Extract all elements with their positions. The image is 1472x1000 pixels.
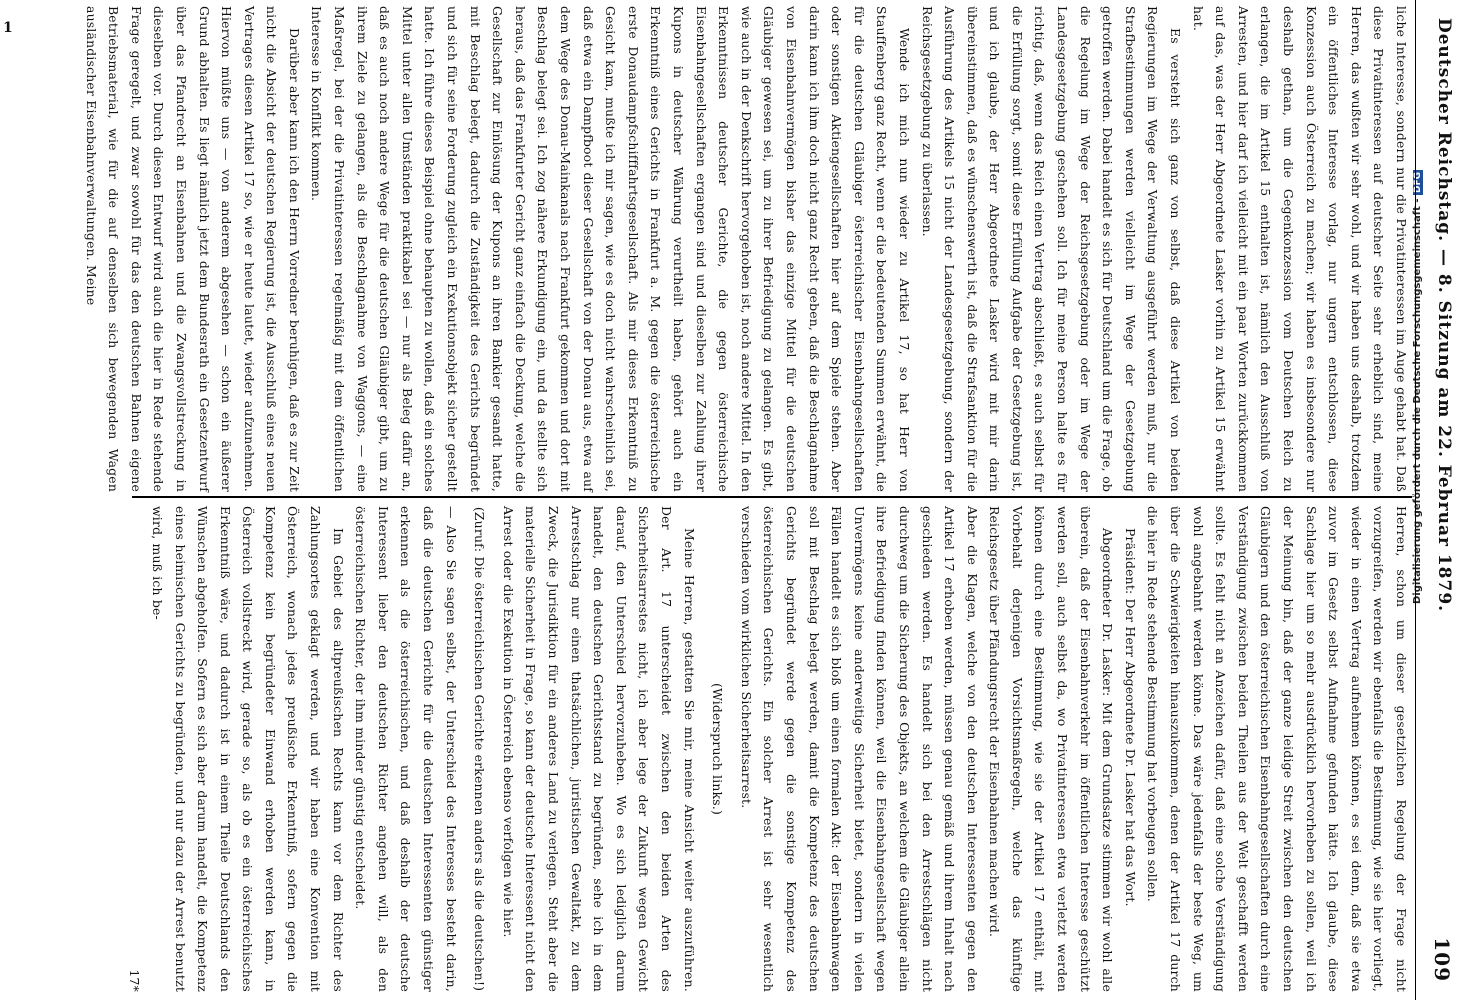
paragraph: — Also Sie sagen selbst, der Unterschied des Interesses besteht darin, daß die deutschen Gerichte für die deutschen Interessenten günstiger erkennen als die österreichischen, und daß deshalb der deutsche Interessent lieber den deutschen Richter angehen will, als den österreichischen Richter, der ihm minder günstig entscheidet. [353,506,459,992]
paragraph: (Zuruf: Die österreichischen Gerichte erkennen anders als die deutschen!) [472,506,488,992]
left-column [83,6,1412,492]
paragraph: Aber die Klagen, welche von den deutschen Interessenten gegen den Artikel 17 erhoben werden, müssen genau gemäß und ihrem Inhalt nach geschieden werden. Es handelt sich bei den Arrestschlägen nicht durchweg um die Sicherung des Objekts, an welchem die Gläubiger allein ihre Befriedigung finden können, weil die Eisenbahngesellschaft wegen Unvermögens keine anderweitige Sicherheit bietet, sondern in vielen Fällen handelt es sich bloß um einen formalen Akt: der Eisenbahnwagen soll mit Beschlag belegt werden, damit die Kompetenz des deutschen Gerichts begründet werde gegen die sonstige Kompetenz des österreichischen Gerichts. Ein solcher Arrest ist sehr wesentlich verschieden vom wirklichen Sicherheitsarrest. [738,506,980,992]
paragraph: Wende ich mich nun wieder zu Artikel 17, so hat Herr von Stauffenberg ganz Recht, wenn er die bedeutenden Summen erwähnt, die für die deutschen Gläubiger österreichischer Eisenbahngesellschaften oder sonstigen Aktiengesellschaften hier auf dem Spiele stehen. Aber darin kann ich ihm doch nicht ganz Recht geben, daß die Beschlagnahme von Eisenbahnvermögen bisher das einzige Mittel für die deutschen Gläubiger gewesen sei, um zu ihrer Befriedigung zu gelangen. Es gibt, wie auch in der Denkschrift hervorgehoben ist, noch andere Mittel. In den Erkenntnissen deutscher Gerichte, die gegen österreichische Eisenbahngesellschaften ergangen sind und dieselben zur Zahlung ihrer Kupons in deutscher Währung verurtheilt haben, gehört auch ein Erkenntniß eines Gerichts in Frankfurt a. M. gegen die österreichische erste Donaudampfschifffahrtsgesellschaft. Als mir dieses Erkenntniß zu Gesicht kam, mußte ich mir sagen, wie es doch nicht wahrscheinlich sei, daß etwa ein Dampfboot dieser Gesellschaft von der Donau aus, etwa auf dem Wege des Donau-Mainkanals nach Frankfurt gekommen und dort mit Beschlag belegt sei. Ich zog nähere Erkundigung ein, und da stellte sich heraus, daß das Frankfurter Gericht ganz einfach die Deckung, welche die Gesellschaft zur Einlösung der Kupons an ihren Bankier gesandt hatte, mit Beschlag belegt, dadurch die Zuständigkeit des Gerichts begründet und sich für seine Forderung zugleich ein Exekutionsobjekt sicher gestellt hatte. Ich führe dieses Beispiel ohne behaupten zu wollen, daß ein solches Mittel unter allen Umständen praktikabel sei — nur als Beleg dafür an, daß es auch noch andere Wege für die deutschen Gläubiger gibt, um zu ihrem Ziele zu gelangen, als die Beschlagnahme von Waggons, — eine Maßregel, bei der die Privatinteressen regelmäßig mit dem öffentlichen Interesse in Konflikt kommen. [309,6,912,492]
column-rule [132,496,1412,498]
paragraph: liche Interesse, sondern nur die Privatinteressen im Auge gehabt hat. Daß diese Privatinteressen auf deutscher Seite sehr erheblich sind, meine Herren, das wußten wir sehr wohl, und wir haben uns deshalb, trotzdem ein öffentliches Interesse vorlag, nur ungern entschlossen, diese Konzession auch Österreich zu machen; wir haben es insbesondere nur deshalb gethan, um die Gegenkonzession vom Deutschen Reich zu erlangen, die im Artikel 15 enthalten ist, nämlich den Ausschluß von Arresten, und hier darf ich vielleicht mit ein paar Worten zurückkommen auf das, was der Herr Abgeordnete Lasker vorhin zu Artikel 15 erwähnt hat. [1190,6,1409,492]
dfg-badge: DFG [1413,171,1423,193]
paragraph: Präsident: Der Herr Abgeordnete Dr. Lasker hat das Wort. [1122,528,1138,907]
running-head [1415,0,1472,1000]
paragraph: Es versteht sich ganz von selbst, daß diese Artikel von beiden Regierungen im Wege der Verwaltung ausgeführt werden muß, nur die Strafbestimmungen werden vielleicht im Wege der Gesetzgebung getroffen werden. Dabei handelt es sich für Deutschland um die Frage, ob die Regelung im Wege der Reichsgesetzgebung oder im Wege der Landesgesetzgebung geschehen soll. Ich für meine Person halte es für richtig, daß, wenn das Reich einen Vertrag abschließt, es auch selbst für die Erfüllung sorgt, somit diese Erfüllung Aufgabe der Gesetzgebung ist, und ich glaube, der Herr Abgeordnete Lasker wird mit mir darin übereinstimmen, daß es wünschenswerth ist, daß die Strafsanktion für die Ausführung des Artikels 15 nicht der Landesgesetzgebung, sondern der Reichsgesetzgebung zu überlassen. [919,6,1184,492]
paragraph: Herren, schon um dieser gesetzlichen Regelung der Frage nicht vorzugreifen, werden wir ebenfalls die Bestimmung, wie sie hier vorliegt, wieder in einen Vertrag aufnehmen können, es sei denn, daß sie etwa zuvor im Gesetz selbst Aufnahme gefunden hätte. Ich glaube, diese Sachlage hier um so mehr ausdrücklich hervorheben zu sollen, weil ich der Meinung bin, daß der ganze leidige Streit zwischen den deutschen Gläubigern und den österreichischen Eisenbahngesellschaften durch eine Verständigung zwischen beiden Theilen aus der Welt geschafft werden sollte. Es fehlt nicht an Anzeichen dafür, daß eine solche Verständigung wohl angebahnt werden könne. Das wäre jedenfalls der beste Weg, um über die Schwierigkeiten hinauszukommen, denen der Artikel 17 durch die hier in Rede stehende Bestimmung hat vorbeugen sollen. [1145,506,1409,992]
edge-mark: 1 [3,20,13,36]
paragraph: Meine Herren, gestatten Sie mir, meine Ansicht weiter auszuführen. Der Art. 17 unterscheidet zwischen den beiden Arten des Sicherheitsarrestes nicht, ich aber lege der Zukunft wegen Gewicht darauf, den Unterschied hervorzuheben. Wo es sich lediglich darum handelt, den deutschen Gerichtsstand zu begründen, sehe ich in dem Arrestschlag nur einen thatsächlichen, juristischen Gewaltakt, zu dem Zweck, die Jurisdiktion für ein anderes Land zu verlegen. Steht aber die materielle Sicherheit in Frage, so kann der deutsche Interessent nicht den Arrest oder die Exekution in Österreich ebenso verfolgen wie hier. [500,506,697,992]
paragraph: Abgeordneter Dr. Lasker: Mit dem Grundsatze stimmen wir wohl alle überein, daß der Eisenbahnverkehr im öffentlichen Interesse geschützt werden soll, auch selbst da, wo Privatinteressen etwa verletzt werden können durch eine Bestimmung, wie sie der Artikel 17 enthält, mit Vorbehalt derjenigen Vorsichtsmaßregeln, welche das künftige Reichsgesetz über Pfändungsrecht der Eisenbahnen machen wird. [987,506,1116,992]
running-head-title: Deutscher Reichstag. — 8. Sitzung am 22. Februar 1879. [1434,18,1454,613]
scanned-page [83,0,1472,1000]
paragraph: Darüber aber kann ich den Herrn Vorredner beruhigen, daß es zur Zeit nicht die Absicht der deutschen Regierung ist, die Ausschluß eines neuen Vertrages diesen Artikel 17 so, wie er heute lautet, wieder aufzunehmen. Hiervon müßte uns — von anderem abgesehen — schon ein äußerer Grund abhalten. Es liegt nämlich jetzt dem Bundesrath ein Gesetzentwurf über das Pfandrecht an Eisenbahnen und die Zwangsvollstreckung in dieselben vor. Durch diesen Entwurf wird auch die hier in Rede stehende Frage geregelt, und zwar sowohl für das den deutschen Bahnen eigene Betriebsmaterial, wie für die auf denselben sich bewegenden Wagen ausländischer Eisenbahnverwaltungen. Meine [83,6,302,492]
signature-mark: 17* [127,969,143,992]
right-column [127,506,1412,992]
page-number: 109 [1430,937,1454,982]
credit-text: Digitalisierung gefördert durch die Deutsche Forschungsgemeinschaft - [1412,198,1423,604]
page-wrap [40,0,1454,1000]
paragraph: Im Gebiet des altpreußischen Rechts kann vor dem Richter des Zahlungsortes geklagt werden, und wir haben eine Konvention mit Österreich, wonach jedes preußische Erkenntniß, sofern gegen die Kompetenz kein begründeter Einwand erhoben werden kann, in Österreich vollstreckt wird, gerade so, als ob es ein österreichisches Erkenntniß wäre, und dadurch ist in einem Theile Deutschlands den Wünschen abgeholfen. Sofern es sich aber darum handelt, die Kompetenz eines heimischen Gerichts zu begründen, und nur dazu der Arrest benutzt wird, muß ich be- [149,506,346,992]
page-edge [0,0,20,1000]
paragraph: (Widerspruch links.) [710,682,726,816]
